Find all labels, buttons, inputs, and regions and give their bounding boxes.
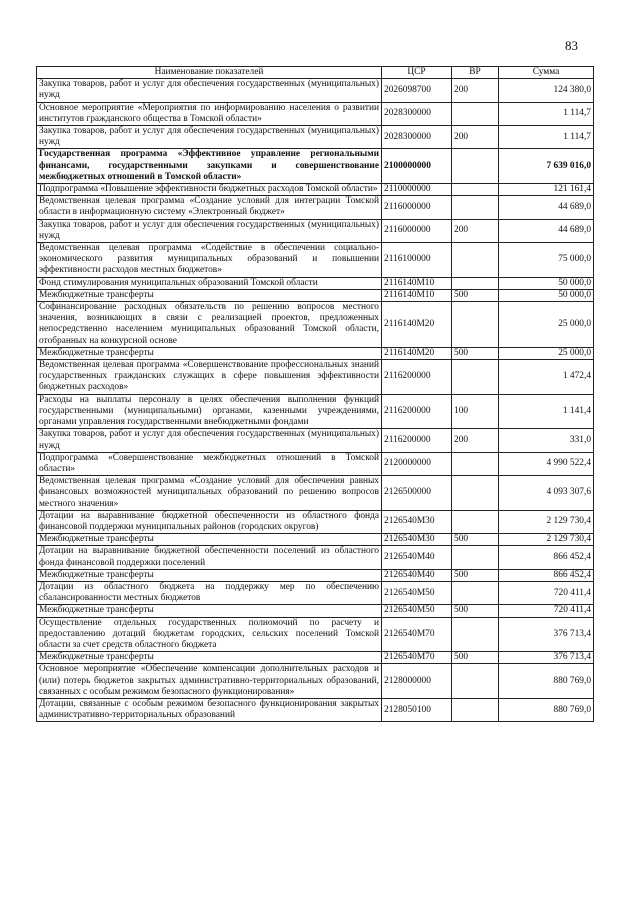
row-vr: 500 xyxy=(452,569,499,581)
row-vr xyxy=(452,277,499,289)
row-name: Ведомственная целевая программа «Содействие в обеспечении социально-экономического развития муниципальных образований и повышении эффективности расходов местных бюджетов» xyxy=(37,243,382,278)
row-vr xyxy=(452,149,499,184)
row-name: Государственная программа «Эффективное управление региональными финансами, государственными закупками и совершенствование межбюджетных отношений в Томской области» xyxy=(37,149,382,184)
row-code: 2128050100 xyxy=(382,698,452,721)
row-vr xyxy=(452,510,499,533)
row-name: Расходы на выплаты персоналу в целях обеспечения выполнения функций государственными (муниципальными) органами, казенными учреждениями, органами управления государственными внебюджетными фондами xyxy=(37,394,382,429)
row-name: Межбюджетные трансферты xyxy=(37,534,382,546)
table-row xyxy=(37,605,594,617)
header-sum: Сумма xyxy=(499,67,594,79)
row-vr: 200 xyxy=(452,126,499,149)
table-row xyxy=(37,617,594,652)
row-name: Дотации на выравнивание бюджетной обеспеченности поселений из областного фонда финансовой поддержки поселений xyxy=(37,546,382,569)
header-name: Наименование показателей xyxy=(37,67,382,79)
row-sum: 4 093 307,6 xyxy=(499,476,594,511)
table-row xyxy=(37,429,594,452)
row-name: Дотации на выравнивание бюджетной обеспеченности из областного фонда финансовой поддержки муниципальных районов (городских округов) xyxy=(37,510,382,533)
budget-table xyxy=(36,66,594,722)
row-vr xyxy=(452,102,499,125)
row-name: Осуществление отдельных государственных полномочий по расчету и предоставлению дотаций бюджетам городских, сельских поселений Томской области за счет средств областного бюджета xyxy=(37,617,382,652)
row-sum: 25 000,0 xyxy=(499,347,594,359)
row-sum: 1 114,7 xyxy=(499,126,594,149)
row-name: Межбюджетные трансферты xyxy=(37,347,382,359)
table-row xyxy=(37,664,594,699)
row-vr: 500 xyxy=(452,347,499,359)
table-row xyxy=(37,302,594,348)
table-row xyxy=(37,79,594,102)
row-sum: 75 000,0 xyxy=(499,243,594,278)
row-vr: 500 xyxy=(452,605,499,617)
row-name: Подпрограмма «Совершенствование межбюджетных отношений в Томской области» xyxy=(37,452,382,475)
row-code: 2116000000 xyxy=(382,196,452,219)
row-name: Закупка товаров, работ и услуг для обеспечения государственных (муниципальных) нужд xyxy=(37,79,382,102)
table-row xyxy=(37,277,594,289)
table-row xyxy=(37,149,594,184)
row-vr: 200 xyxy=(452,79,499,102)
table-row xyxy=(37,476,594,511)
table-row xyxy=(37,698,594,721)
row-code: 2116140М10 xyxy=(382,277,452,289)
row-name: Основное мероприятие «Мероприятия по информированию населения о развитии институтов гражданского общества в Томской области» xyxy=(37,102,382,125)
row-vr xyxy=(452,184,499,196)
row-code: 2110000000 xyxy=(382,184,452,196)
row-vr xyxy=(452,698,499,721)
row-sum: 720 411,4 xyxy=(499,605,594,617)
row-code: 2100000000 xyxy=(382,149,452,184)
row-sum: 376 713,4 xyxy=(499,617,594,652)
row-vr xyxy=(452,196,499,219)
table-row xyxy=(37,219,594,242)
row-name: Межбюджетные трансферты xyxy=(37,652,382,664)
row-sum: 50 000,0 xyxy=(499,277,594,289)
row-sum: 2 129 730,4 xyxy=(499,510,594,533)
row-sum: 25 000,0 xyxy=(499,302,594,348)
row-sum: 1 141,4 xyxy=(499,394,594,429)
row-sum: 866 452,4 xyxy=(499,569,594,581)
row-name: Фонд стимулирования муниципальных образований Томской области xyxy=(37,277,382,289)
row-sum: 121 161,4 xyxy=(499,184,594,196)
row-sum: 2 129 730,4 xyxy=(499,534,594,546)
row-vr xyxy=(452,664,499,699)
row-code: 2126540М70 xyxy=(382,617,452,652)
table-row xyxy=(37,581,594,604)
row-name: Межбюджетные трансферты xyxy=(37,605,382,617)
row-code: 2116000000 xyxy=(382,219,452,242)
row-sum: 124 380,0 xyxy=(499,79,594,102)
row-sum: 7 639 016,0 xyxy=(499,149,594,184)
row-sum: 50 000,0 xyxy=(499,289,594,301)
table-row xyxy=(37,534,594,546)
table-row xyxy=(37,546,594,569)
row-code: 2126540М50 xyxy=(382,581,452,604)
row-sum: 1 472,4 xyxy=(499,360,594,395)
row-code: 2116200000 xyxy=(382,360,452,395)
row-vr: 200 xyxy=(452,429,499,452)
table-row xyxy=(37,394,594,429)
row-name: Ведомственная целевая программа «Совершенствование профессиональных знаний государственных гражданских служащих в сфере повышения эффективности бюджетных расходов» xyxy=(37,360,382,395)
row-code: 2116200000 xyxy=(382,394,452,429)
row-vr: 500 xyxy=(452,289,499,301)
row-vr xyxy=(452,243,499,278)
row-name: Закупка товаров, работ и услуг для обеспечения государственных (муниципальных) нужд xyxy=(37,126,382,149)
row-code: 2116140М20 xyxy=(382,347,452,359)
table-row xyxy=(37,347,594,359)
row-name: Межбюджетные трансферты xyxy=(37,569,382,581)
row-name: Закупка товаров, работ и услуг для обеспечения государственных (муниципальных) нужд xyxy=(37,219,382,242)
table-row xyxy=(37,184,594,196)
table-row xyxy=(37,102,594,125)
row-code: 2126540М70 xyxy=(382,652,452,664)
row-name: Ведомственная целевая программа «Создание условий для интеграции Томской области в информационную систему «Электронный бюджет» xyxy=(37,196,382,219)
table-row xyxy=(37,126,594,149)
table-row xyxy=(37,360,594,395)
row-vr: 500 xyxy=(452,534,499,546)
row-vr xyxy=(452,617,499,652)
row-vr: 100 xyxy=(452,394,499,429)
table-row xyxy=(37,243,594,278)
table-row xyxy=(37,510,594,533)
row-code: 2126540М30 xyxy=(382,534,452,546)
row-code: 2126540М50 xyxy=(382,605,452,617)
table-row xyxy=(37,289,594,301)
row-code: 2126540М40 xyxy=(382,546,452,569)
row-sum: 4 990 522,4 xyxy=(499,452,594,475)
row-sum: 44 689,0 xyxy=(499,219,594,242)
row-code: 2126540М30 xyxy=(382,510,452,533)
row-vr xyxy=(452,476,499,511)
row-sum: 880 769,0 xyxy=(499,664,594,699)
row-sum: 866 452,4 xyxy=(499,546,594,569)
row-vr xyxy=(452,546,499,569)
row-code: 2126540М40 xyxy=(382,569,452,581)
row-sum: 376 713,4 xyxy=(499,652,594,664)
row-name: Софинансирование расходных обязательств по решению вопросов местного значения, возникающих в связи с реализацией проектов, предложенных непосредственно населением муниципальных образований Томской области, отобранных на конкурсной основе xyxy=(37,302,382,348)
row-name: Дотации из областного бюджета на поддержку мер по обеспечению сбалансированности местных бюджетов xyxy=(37,581,382,604)
row-name: Межбюджетные трансферты xyxy=(37,289,382,301)
row-sum: 44 689,0 xyxy=(499,196,594,219)
table-body xyxy=(37,79,594,722)
row-code: 2116100000 xyxy=(382,243,452,278)
table-header-row xyxy=(37,67,594,79)
row-name: Дотации, связанные с особым режимом безопасного функционирования закрытых административно-территориальных образований xyxy=(37,698,382,721)
page-number: 83 xyxy=(565,38,578,53)
table-row xyxy=(37,452,594,475)
row-name: Подпрограмма «Повышение эффективности бюджетных расходов Томской области» xyxy=(37,184,382,196)
row-vr xyxy=(452,452,499,475)
row-code: 2026098700 xyxy=(382,79,452,102)
row-vr: 200 xyxy=(452,219,499,242)
header-vr: ВР xyxy=(452,67,499,79)
row-code: 2120000000 xyxy=(382,452,452,475)
row-sum: 880 769,0 xyxy=(499,698,594,721)
row-sum: 1 114,7 xyxy=(499,102,594,125)
table-row xyxy=(37,569,594,581)
table-row xyxy=(37,196,594,219)
row-sum: 720 411,4 xyxy=(499,581,594,604)
row-name: Закупка товаров, работ и услуг для обеспечения государственных (муниципальных) нужд xyxy=(37,429,382,452)
row-code: 2028300000 xyxy=(382,102,452,125)
header-code: ЦСР xyxy=(382,67,452,79)
row-sum: 331,0 xyxy=(499,429,594,452)
row-vr: 500 xyxy=(452,652,499,664)
row-vr xyxy=(452,302,499,348)
row-name: Ведомственная целевая программа «Создание условий для обеспечения равных финансовых возможностей муниципальных образований по решению вопросов местного значения» xyxy=(37,476,382,511)
row-vr xyxy=(452,581,499,604)
row-code: 2116140М20 xyxy=(382,302,452,348)
row-code: 2028300000 xyxy=(382,126,452,149)
row-code: 2116140М10 xyxy=(382,289,452,301)
row-vr xyxy=(452,360,499,395)
row-code: 2128000000 xyxy=(382,664,452,699)
row-code: 2116200000 xyxy=(382,429,452,452)
row-name: Основное мероприятие «Обеспечение компенсации дополнительных расходов и (или) потерь бюджетов закрытых административно-территориальных образований, связанных с особым режимом безопасного функционирования» xyxy=(37,664,382,699)
table-row xyxy=(37,652,594,664)
row-code: 2126500000 xyxy=(382,476,452,511)
